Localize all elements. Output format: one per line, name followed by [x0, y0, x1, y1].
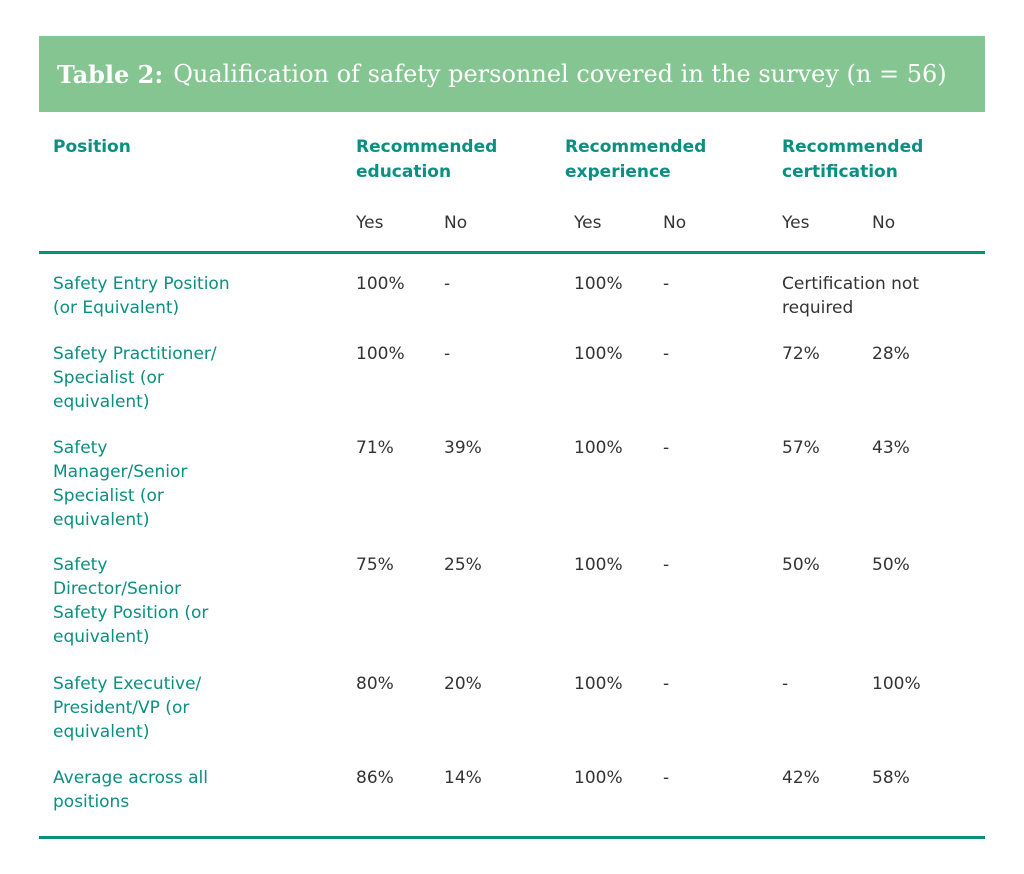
header-rule	[39, 251, 985, 254]
cell-experience-no: -	[663, 555, 670, 575]
cell-education-no: 25%	[444, 555, 482, 575]
subheader-experience-no: No	[663, 213, 687, 233]
cell-experience-no: -	[663, 344, 670, 364]
cell-certification-note: Certification not required	[782, 274, 919, 318]
table-title-banner	[39, 36, 985, 112]
subheader-experience-yes: Yes	[574, 213, 602, 233]
header-experience: Recommended experience	[565, 137, 707, 182]
cell-experience-no: -	[663, 768, 670, 788]
cell-certification-no: 100%	[872, 674, 921, 694]
cell-experience-no: -	[663, 274, 670, 294]
subheader-certification-no: No	[872, 213, 896, 233]
cell-education-yes: 75%	[356, 555, 394, 575]
cell-certification-no: 58%	[872, 768, 910, 788]
footer-rule	[39, 836, 985, 839]
header-position: Position	[53, 137, 131, 157]
cell-education-no: 39%	[444, 438, 482, 458]
row-position: Safety Practitioner/ Specialist (or equivalent)	[53, 344, 217, 412]
cell-experience-yes: 100%	[574, 768, 623, 788]
cell-experience-no: -	[663, 674, 670, 694]
cell-certification-no: 50%	[872, 555, 910, 575]
cell-education-yes: 86%	[356, 768, 394, 788]
cell-experience-yes: 100%	[574, 438, 623, 458]
cell-experience-yes: 100%	[574, 674, 623, 694]
table-label: Table 2:	[57, 59, 164, 89]
cell-experience-yes: 100%	[574, 344, 623, 364]
row-position: Safety Director/Senior Safety Position (or equivalent)	[53, 555, 209, 647]
table-title: Qualification of safety personnel covered in the survey (n = 56)	[173, 60, 947, 88]
subheader-education-no: No	[444, 213, 468, 233]
cell-education-no: -	[444, 344, 451, 364]
cell-education-no: 20%	[444, 674, 482, 694]
cell-certification-yes: -	[782, 674, 789, 694]
cell-certification-yes: 72%	[782, 344, 820, 364]
cell-experience-yes: 100%	[574, 274, 623, 294]
subheader-certification-yes: Yes	[782, 213, 810, 233]
cell-education-yes: 100%	[356, 344, 405, 364]
row-position: Safety Manager/Senior Specialist (or equivalent)	[53, 438, 188, 530]
cell-education-no: 14%	[444, 768, 482, 788]
cell-experience-yes: 100%	[574, 555, 623, 575]
header-certification: Recommended certification	[782, 137, 924, 182]
cell-certification-no: 28%	[872, 344, 910, 364]
cell-education-yes: 71%	[356, 438, 394, 458]
cell-experience-no: -	[663, 438, 670, 458]
cell-education-no: -	[444, 274, 451, 294]
cell-certification-yes: 42%	[782, 768, 820, 788]
row-position: Safety Executive/ President/VP (or equivalent)	[53, 674, 202, 742]
cell-certification-yes: 50%	[782, 555, 820, 575]
row-position: Safety Entry Position (or Equivalent)	[53, 274, 230, 318]
header-education: Recommended education	[356, 137, 498, 182]
cell-certification-no: 43%	[872, 438, 910, 458]
cell-certification-yes: 57%	[782, 438, 820, 458]
subheader-education-yes: Yes	[356, 213, 384, 233]
row-position: Average across all positions	[53, 768, 208, 812]
cell-education-yes: 100%	[356, 274, 405, 294]
cell-education-yes: 80%	[356, 674, 394, 694]
